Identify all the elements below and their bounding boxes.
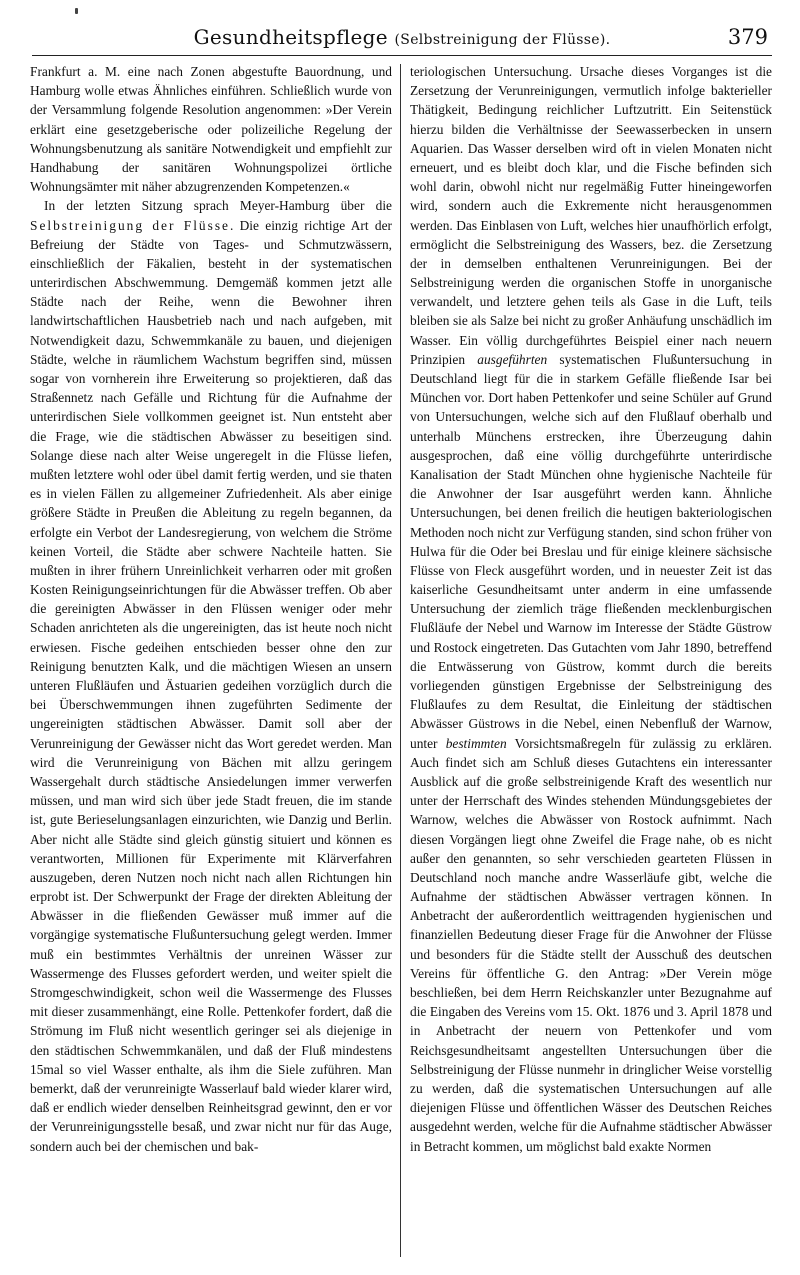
right-paragraph-1 <box>410 62 772 1156</box>
left-paragraph-2 <box>30 196 392 1155</box>
left-paragraph-1: Frankfurt a. M. eine nach Zonen abgestufte Bauordnung, und Hamburg wolle etwas Ähnliches einführen. Schließlich wurde von der Versammlung folgende Resolution angenommen: »Der Verein erklärt eine gesetzgeberische oder polizeiliche Regelung der Wohnungsbenutzung als sanitäre Notwendigkeit und empfiehlt zur Handhabung der sanitären Wohnungspolizei örtliche Wohnungsämter mit näher abzugrenzenden Kompetenzen.« <box>30 64 392 195</box>
header-title-line <box>32 25 772 49</box>
right-p1-part-c: Vorsichtsmaßregeln für zulässig zu erklären. Auch findet sich am Schluß dieses Gutachtens ein interessanter Ausblick auf die große selbstreinigende Kraft des wesentlich nur unter der Herrschaft des Windes stehenden Mündungsgebietes der Warnow, welches die Abwässer von Rostock aufnimmt. Nach diesen Vorgängen liegt ohne Zweifel die Frage nahe, ob es nicht außer den genannten, so sehr verschieden gearteten Flüssen in Deutschland noch manche andre Wasserläufe gibt, welche die Aufnahme der städtischen Abwässer vertragen können. In Anbetracht der außerordentlich weittragenden hygienischen und finanziellen Bedeutung dieser Frage für die Anwohner der Flüsse und besonders für die Städte stellt der Ausschuß des deutschen Vereins für öffentliche G. den Antrag: »Der Verein möge beschließen, bei dem Herrn Reichskanzler unter Bezugnahme auf die Eingaben des Vereins vom 15. Okt. 1876 und 3. April 1878 und in Anbetracht der neuern von Pettenkofer und vom Reichsgesundheitsamt angestellten Untersuchungen über die Selbstreinigung der Flüsse nunmehr in dringlicher Weise vorstellig zu werden, daß die systematischen Untersuchungen auf alle diejenigen Flüsse und öffentlichen Wässer des Deutschen Reiches ausgedehnt werden, welche für die Aufnahme städtischer Abwässer in Betracht kommen, um möglichst bald exakte Normen <box>410 735 772 1154</box>
margin-mark <box>75 8 78 14</box>
running-header <box>32 16 772 56</box>
right-p1-italic-b: bestimmten <box>445 735 507 751</box>
left-p2-intro: In der letzten Sitzung sprach Meyer-Hamburg über die <box>44 198 392 214</box>
right-p1-part-b: systematischen Flußuntersuchung in Deutschland liegt für die in starkem Gefälle fließende Isar bei München vor. Dort haben Pettenkofer und seine Schüler auf Grund von Untersuchungen, welche sich auf den Flußlauf oberhalb und unterhalb Münchens erstrecken, ihre Überzeugung dahin ausgesprochen, daß eine völlig durchgeführte unterirdische Kanalisation der Stadt München ohne hygienische Nachteile für die Anwohner der Isar ausgeführt werden kann. Ähnliche Untersuchungen, bei denen freilich die heutigen bakteriologischen Methoden noch nicht zur Verfügung standen, sind schon früher von Hulwa für die Oder bei Breslau und für einige kleinere sächsische Flüsse von Fleck ausgeführt worden, und in neuester Zeit ist das kaiserliche Gesundheitsamt unter anderm in eine umfassende Untersuchung der ziemlich träge fließenden mecklenburgischen Flußläufe der Nebel und Warnow im Interesse der Städte Güstrow und Rostock eingetreten. Das Gutachten vom Jahr 1890, betreffend die Entwässerung von Güstrow, kommt durch die bereits vorliegenden günstigen Ergebnisse der Selbstreinigung des Flußlaufes zu dem Resultat, die Einleitung der städtischen Abwässer Güstrows in die Nebel, einen Nebenfluß der Warnow, unter <box>410 351 772 751</box>
right-p1-part-a: teriologischen Untersuchung. Ursache dieses Vorganges ist die Zersetzung der Verunreinigungen, vermutlich infolge bakterieller Thätigkeit, Bedingung reichlicher Luftzutritt. Ein Seitenstück hierzu bilden die Verhältnisse der Seewasserbecken in unsern Aquarien. Das Wasser derselben wird oft in vielen Monaten nicht erneuert, und es bleibt doch klar, und die Fische befinden sich wohl darin, obwohl nicht nur regelmäßig Futter hineingeworfen wird, sondern auch die Exkremente nicht herausgenommen werden. Das Einblasen von Luft, welches hier unaufhörlich erfolgt, ermöglicht die Selbstreinigung des Wassers, bez. die Zersetzung der in demselben enthaltenen Verunreinigungen. Bei der Selbstreinigung werden die organischen Stoffe in unorganische verwandelt, und letztere gehen teils als Gase in die Luft, teils bleiben sie als Salze bei nicht zu großer Anhäufung unschädlich im Wasser. Ein völlig durchgeführtes Beispiel einer nach neuern Prinzipien <box>410 64 772 367</box>
left-column <box>30 62 400 1257</box>
section-topic: Selbstreinigung der Flüsse <box>30 217 230 233</box>
page-number: 379 <box>727 25 768 49</box>
left-p2-body: . Die einzig richtige Art der Befreiung der Städte von Tages- und Schmutzwässern, einschließlich der Fäkalien, besteht in der systematischen unterirdischen Abschwemmung. Demgemäß kommen jetzt alle Städte nach der Reihe, wenn die Bewohner ihren landwirtschaftlichen Hausbetrieb nach und nach aufgeben, mit Notwendigkeit dazu, Schwemmkanäle zu bauen, und diejenigen Städte, welche in räumlichem Wachstum begriffen sind, müssen sogar von vornherein ihre Erweiterung so projektieren, daß das Straßennetz nach Gefälle und Richtung für die Aufnahme der unterirdischen Siele vollkommen geeignet ist. Nun entsteht aber die Frage, wie die städtischen Abwässer zu beseitigen sind. Solange diese nach alter Weise ungeregelt in die Flüsse liefen, mußten letztere wohl oder übel damit fertig werden, und sie thaten es in vielen Fällen zu allgemeiner Zufriedenheit. Als aber einige größere Städte in Preußen die Ableitung zu regeln begannen, da erfolgte ein Verbot der Landesregierung, von welchem die Ströme keinen Vorteil, die Städte aber schwere Nachteile hatten. Sie mußten in ihrer frühern Unreinlichkeit verharren oder mit großen Kosten Reinigungseinrichtungen für die Abwässer treffen. Ob aber die gereinigten Abwässer in den Flüssen weniger oder mehr Schaden anrichteten als die ungereinigten, das ist heute noch nicht erwiesen. Fische gedeihen entschieden besser ohne den zur Reinigung benutzten Kalk, und die mächtigen Wiesen an unsern unteren Flußläufen und Ästuarien gedeihen vorzüglich durch die bei Überschwemmungen ihnen zugeführten Sedimente der ungereinigten städtischen Abwässer. Damit soll aber der Verunreinigung der Gewässer nicht das Wort geredet werden. Man wird die Verunreinigung von Bächen mit allzu geringem Wassergehalt durch städtische Ansiedelungen immer verwerfen müssen, und man wird sich über jede Stadt freuen, die im stande ist, gute Berieselungsanlagen einzurichten, wie Danzig und Berlin. Aber nicht alle Städte sind gleich günstig situiert und können es verantworten, Millionen für Experimente mit Klärverfahren auszugeben, deren Nutzen noch nicht nach allen Richtungen hin erprobt ist. Der Schwerpunkt der Frage der direkten Ableitung der Abwässer in die fließenden Gewässer muß immer auf die vorgängige systematische Flußuntersuchung gelegt werden. Immer muß ein bestimmtes Verhältnis der unreinen Wässer zur Wassermenge des Flusses gefordert werden, und weiter spielt die Stromgeschwindigkeit, schon weil die Wassermenge des Flusses mit dieser zusammenhängt, eine Rolle. Pettenkofer fordert, daß die Strömung im Fluß nicht wesentlich geringer sei als diejenige in den städtischen Schwemmkanälen, und daß der Fluß mindestens 15mal so viel Wasser enthalte, als ihm die Siele zuführen. Man bemerkt, daß der verunreinigte Wasserlauf bald wieder klarer wird, daß er endlich wieder denselben Reinheitsgrad gewinnt, den er vor der Verunreinigungsstelle besaß, und zwar nicht nur für das Auge, sondern auch bei der chemischen und bak- <box>30 217 392 1154</box>
header-title: Gesundheitspflege <box>193 25 388 49</box>
right-column <box>401 62 772 1257</box>
text-columns <box>30 62 772 1257</box>
header-subtitle: (Selbstreinigung der Flüsse). <box>394 32 611 48</box>
right-p1-italic-a: ausgeführten <box>477 351 548 367</box>
